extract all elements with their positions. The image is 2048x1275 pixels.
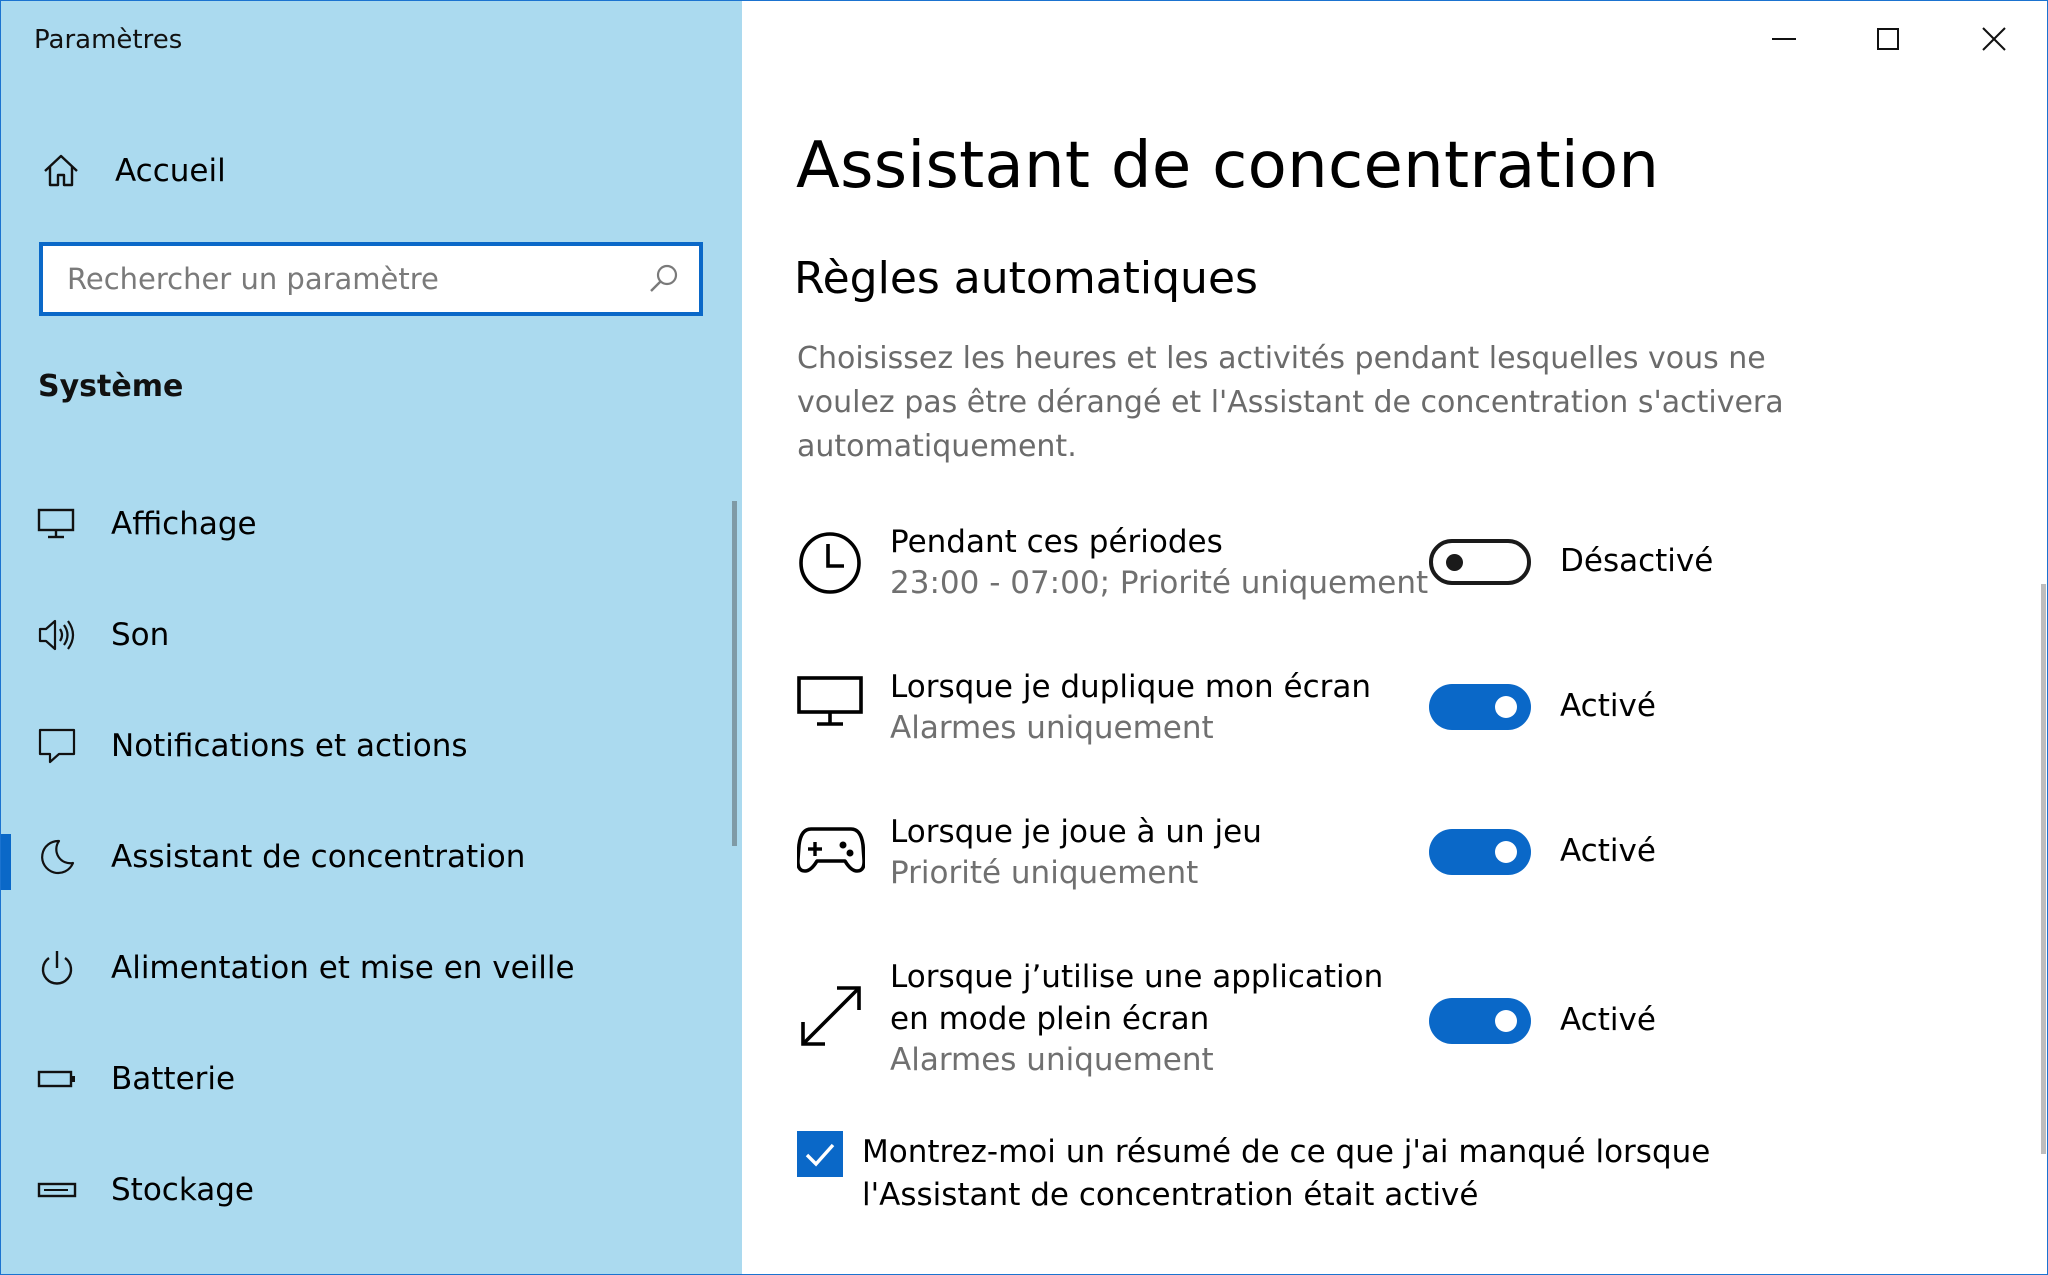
toggle-knob bbox=[1495, 1010, 1517, 1032]
toggle-knob bbox=[1495, 841, 1517, 863]
rule-toggle-game[interactable] bbox=[1429, 829, 1531, 875]
sidebar-item-notifications[interactable] bbox=[1, 701, 742, 791]
search-box[interactable] bbox=[39, 242, 703, 316]
rule-row-time bbox=[797, 521, 2048, 641]
rule-title: Lorsque j’utilise une application en mode plein écran bbox=[890, 959, 1384, 1037]
storage-icon bbox=[37, 1170, 77, 1210]
monitor-icon bbox=[37, 504, 77, 544]
sidebar-item-label: Alimentation et mise en veille bbox=[111, 950, 575, 986]
sidebar-item-sound[interactable] bbox=[1, 590, 742, 680]
toggle-state-label: Activé bbox=[1560, 688, 1656, 724]
minimize-button[interactable] bbox=[1731, 1, 1837, 77]
fullscreen-icon bbox=[797, 982, 865, 1050]
rule-toggle-duplicate[interactable] bbox=[1429, 684, 1531, 730]
sidebar-item-display[interactable] bbox=[1, 479, 742, 569]
sidebar-scrollbar[interactable] bbox=[732, 501, 737, 846]
summary-checkbox[interactable] bbox=[797, 1131, 843, 1177]
sidebar-section-title: Système bbox=[38, 369, 184, 404]
rule-title: Lorsque je joue à un jeu bbox=[890, 814, 1262, 850]
monitor-icon bbox=[797, 668, 865, 736]
sidebar-item-power[interactable] bbox=[1, 923, 742, 1013]
rule-title: Pendant ces périodes bbox=[890, 524, 1223, 560]
home-nav-item[interactable] bbox=[41, 147, 721, 195]
rule-toggle-fullscreen[interactable] bbox=[1429, 998, 1531, 1044]
sidebar-item-label: Son bbox=[111, 617, 170, 653]
page-title: Assistant de concentration bbox=[796, 129, 1660, 203]
rule-row-fullscreen bbox=[797, 956, 2048, 1086]
toggle-knob bbox=[1495, 696, 1517, 718]
home-icon bbox=[41, 151, 81, 191]
main-scrollbar[interactable] bbox=[2041, 584, 2046, 1154]
toggle-knob bbox=[1446, 554, 1463, 571]
rule-subtitle[interactable]: 23:00 - 07:00; Priorité uniquement bbox=[890, 565, 1429, 601]
notification-icon bbox=[37, 726, 77, 766]
moon-icon bbox=[37, 837, 77, 877]
section-description: Choisissez les heures et les activités pendant lesquelles vous ne voulez pas être dérangé et l'Assistant de concentration s'activera automatiquement. bbox=[797, 341, 1784, 464]
maximize-icon bbox=[1874, 25, 1902, 53]
section-heading: Règles automatiques bbox=[794, 253, 1258, 304]
rule-subtitle[interactable]: Priorité uniquement bbox=[890, 855, 1199, 891]
toggle-state-label: Désactivé bbox=[1560, 543, 1714, 579]
rule-row-duplicate bbox=[797, 666, 2048, 786]
speaker-icon bbox=[37, 615, 77, 655]
sidebar-item-label: Stockage bbox=[111, 1172, 254, 1208]
maximize-button[interactable] bbox=[1835, 1, 1941, 77]
toggle-state-label: Activé bbox=[1560, 1002, 1656, 1038]
gamepad-icon bbox=[797, 815, 865, 883]
search-input[interactable] bbox=[43, 248, 647, 310]
checkmark-icon bbox=[803, 1137, 837, 1171]
rule-title: Lorsque je duplique mon écran bbox=[890, 669, 1372, 705]
active-indicator bbox=[1, 834, 11, 890]
power-icon bbox=[37, 948, 77, 988]
summary-checkbox-label[interactable]: Montrez-moi un résumé de ce que j'ai manqué lorsque l'Assistant de concentration était activé bbox=[862, 1134, 1711, 1213]
toggle-state-label: Activé bbox=[1560, 833, 1656, 869]
rule-subtitle[interactable]: Alarmes uniquement bbox=[890, 710, 1214, 746]
sidebar-item-label: Affichage bbox=[111, 506, 257, 542]
sidebar bbox=[1, 1, 742, 1275]
app-title: Paramètres bbox=[34, 25, 183, 55]
clock-icon bbox=[797, 529, 865, 597]
close-button[interactable] bbox=[1941, 1, 2047, 77]
sidebar-item-storage[interactable] bbox=[1, 1145, 742, 1235]
home-label: Accueil bbox=[115, 153, 226, 189]
minimize-icon bbox=[1770, 25, 1798, 53]
sidebar-item-battery[interactable] bbox=[1, 1034, 742, 1124]
battery-icon bbox=[37, 1059, 77, 1099]
rule-toggle-time[interactable] bbox=[1429, 539, 1531, 585]
sidebar-item-label: Assistant de concentration bbox=[111, 839, 526, 875]
rule-subtitle[interactable]: Alarmes uniquement bbox=[890, 1042, 1214, 1078]
rule-row-game bbox=[797, 811, 2048, 931]
sidebar-item-label: Batterie bbox=[111, 1061, 236, 1097]
close-icon bbox=[1980, 25, 2008, 53]
sidebar-item-focus-assist[interactable] bbox=[1, 812, 742, 902]
search-icon[interactable] bbox=[647, 262, 681, 296]
sidebar-item-label: Notifications et actions bbox=[111, 728, 468, 764]
